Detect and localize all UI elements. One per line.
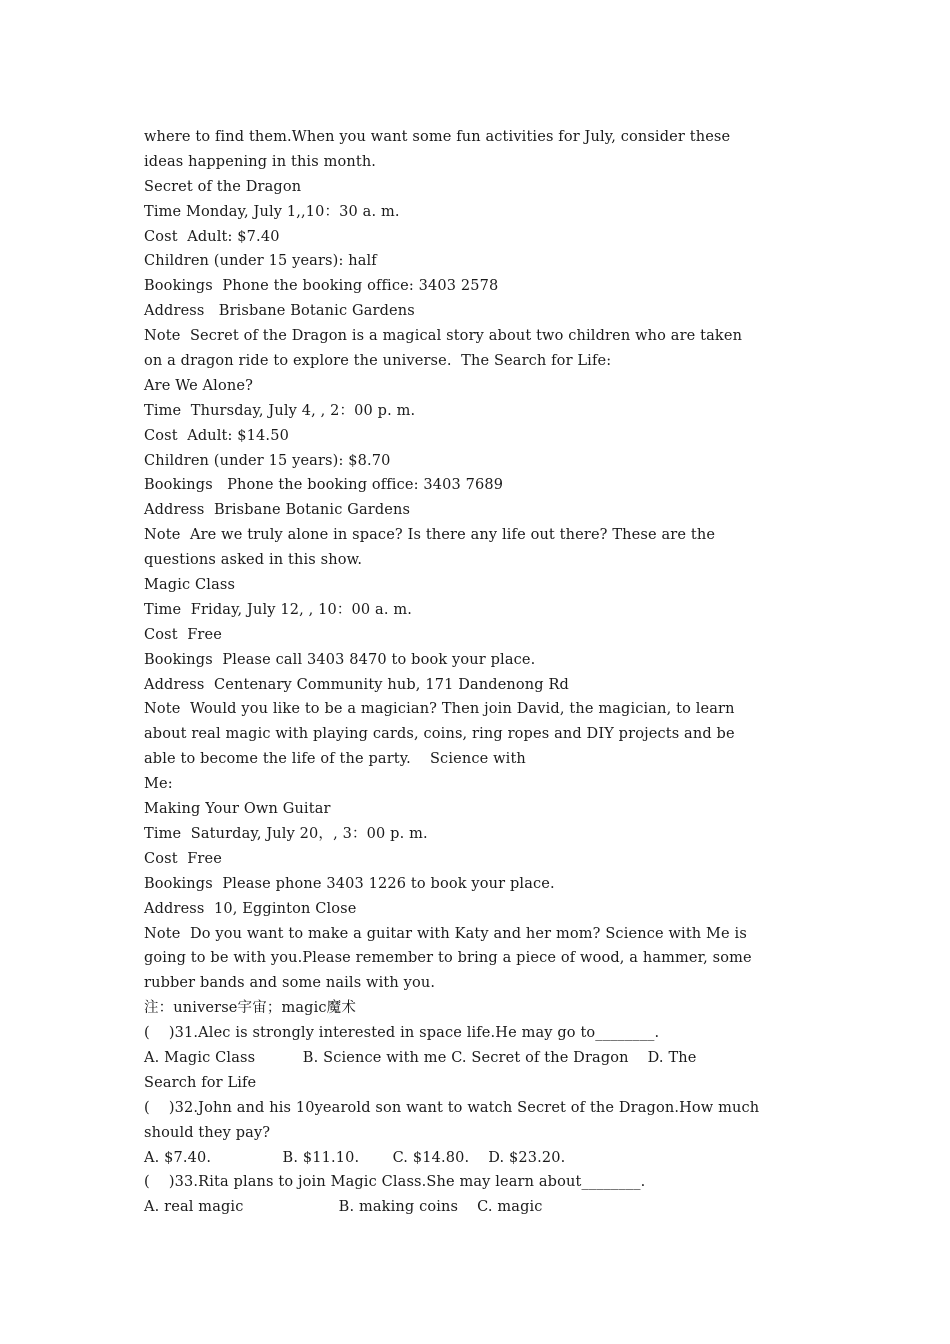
question-31-options: Search for Life — [144, 1074, 257, 1091]
event-address: Address Centenary Community hub, 171 Dandenong Rd — [144, 676, 569, 693]
question-32: ( )32.John and his 10yearold son want to watch Secret of the Dragon.How much — [144, 1099, 760, 1116]
question-33-options: A. real magic B. making coins C. magic — [144, 1199, 543, 1216]
document-body — [144, 125, 824, 1220]
glossary-note: 注：universe宇宙；magic魔术 — [144, 1000, 356, 1017]
question-33: ( )33.Rita plans to join Magic Class.She may learn about________. — [144, 1174, 646, 1191]
event-time: Time Monday, July 1,,10：30 a. m. — [144, 203, 400, 220]
question-31-options: A. Magic Class B. Science with me C. Secret of the Dragon D. The — [144, 1049, 697, 1066]
event-note: Note Are we truly alone in space? Is there any life out there? These are the — [144, 527, 716, 544]
event-address: Address 10, Egginton Close — [144, 900, 357, 917]
event-cost: Cost Free — [144, 850, 222, 867]
event-bookings: Bookings Phone the booking office: 3403 2578 — [144, 278, 499, 295]
event-cost-children: Children (under 15 years): half — [144, 253, 377, 270]
event-bookings: Bookings Please phone 3403 1226 to book your place. — [144, 875, 555, 892]
event-title: Making Your Own Guitar — [144, 801, 331, 818]
event-note: Note Do you want to make a guitar with Katy and her mom? Science with Me is — [144, 925, 747, 942]
event-address: Address Brisbane Botanic Gardens — [144, 502, 411, 519]
event-address: Address Brisbane Botanic Gardens — [144, 303, 415, 320]
event-title: Secret of the Dragon — [144, 178, 302, 195]
event-note: going to be with you.Please remember to bring a piece of wood, a hammer, some — [144, 950, 752, 967]
event-note: Note Would you like to be a magician? Then join David, the magician, to learn — [144, 701, 735, 718]
event-title: Me: — [144, 776, 173, 793]
event-bookings: Bookings Please call 3403 8470 to book your place. — [144, 651, 536, 668]
event-time: Time Saturday, July 20，, 3：00 p. m. — [144, 825, 428, 842]
event-note: questions asked in this show. — [144, 552, 363, 569]
event-time: Time Thursday, July 4, , 2：00 p. m. — [144, 402, 416, 419]
text-line: where to find them.When you want some fun activities for July, consider these — [144, 129, 731, 145]
event-note: able to become the life of the party. Science with — [144, 751, 526, 768]
event-title: Magic Class — [144, 577, 236, 594]
question-31: ( )31.Alec is strongly interested in space life.He may go to________. — [144, 1025, 660, 1042]
event-cost: Cost Free — [144, 626, 222, 643]
event-note: Note Secret of the Dragon is a magical story about two children who are taken — [144, 328, 743, 345]
event-cost: Cost Adult: $14.50 — [144, 427, 289, 444]
event-note: on a dragon ride to explore the universe. The Search for Life: — [144, 353, 612, 370]
event-cost: Cost Adult: $7.40 — [144, 228, 280, 245]
event-title: Are We Alone? — [144, 377, 253, 394]
question-32: should they pay? — [144, 1124, 271, 1141]
question-32-options: A. $7.40. B. $11.10. C. $14.80. D. $23.20. — [144, 1149, 566, 1166]
event-bookings: Bookings Phone the booking office: 3403 7689 — [144, 477, 504, 494]
event-cost-children: Children (under 15 years): $8.70 — [144, 452, 391, 469]
text-line: ideas happening in this month. — [144, 153, 377, 170]
event-note: rubber bands and some nails with you. — [144, 975, 436, 992]
event-note: about real magic with playing cards, coins, ring ropes and DIY projects and be — [144, 726, 735, 743]
event-time: Time Friday, July 12, , 10：00 a. m. — [144, 601, 413, 618]
